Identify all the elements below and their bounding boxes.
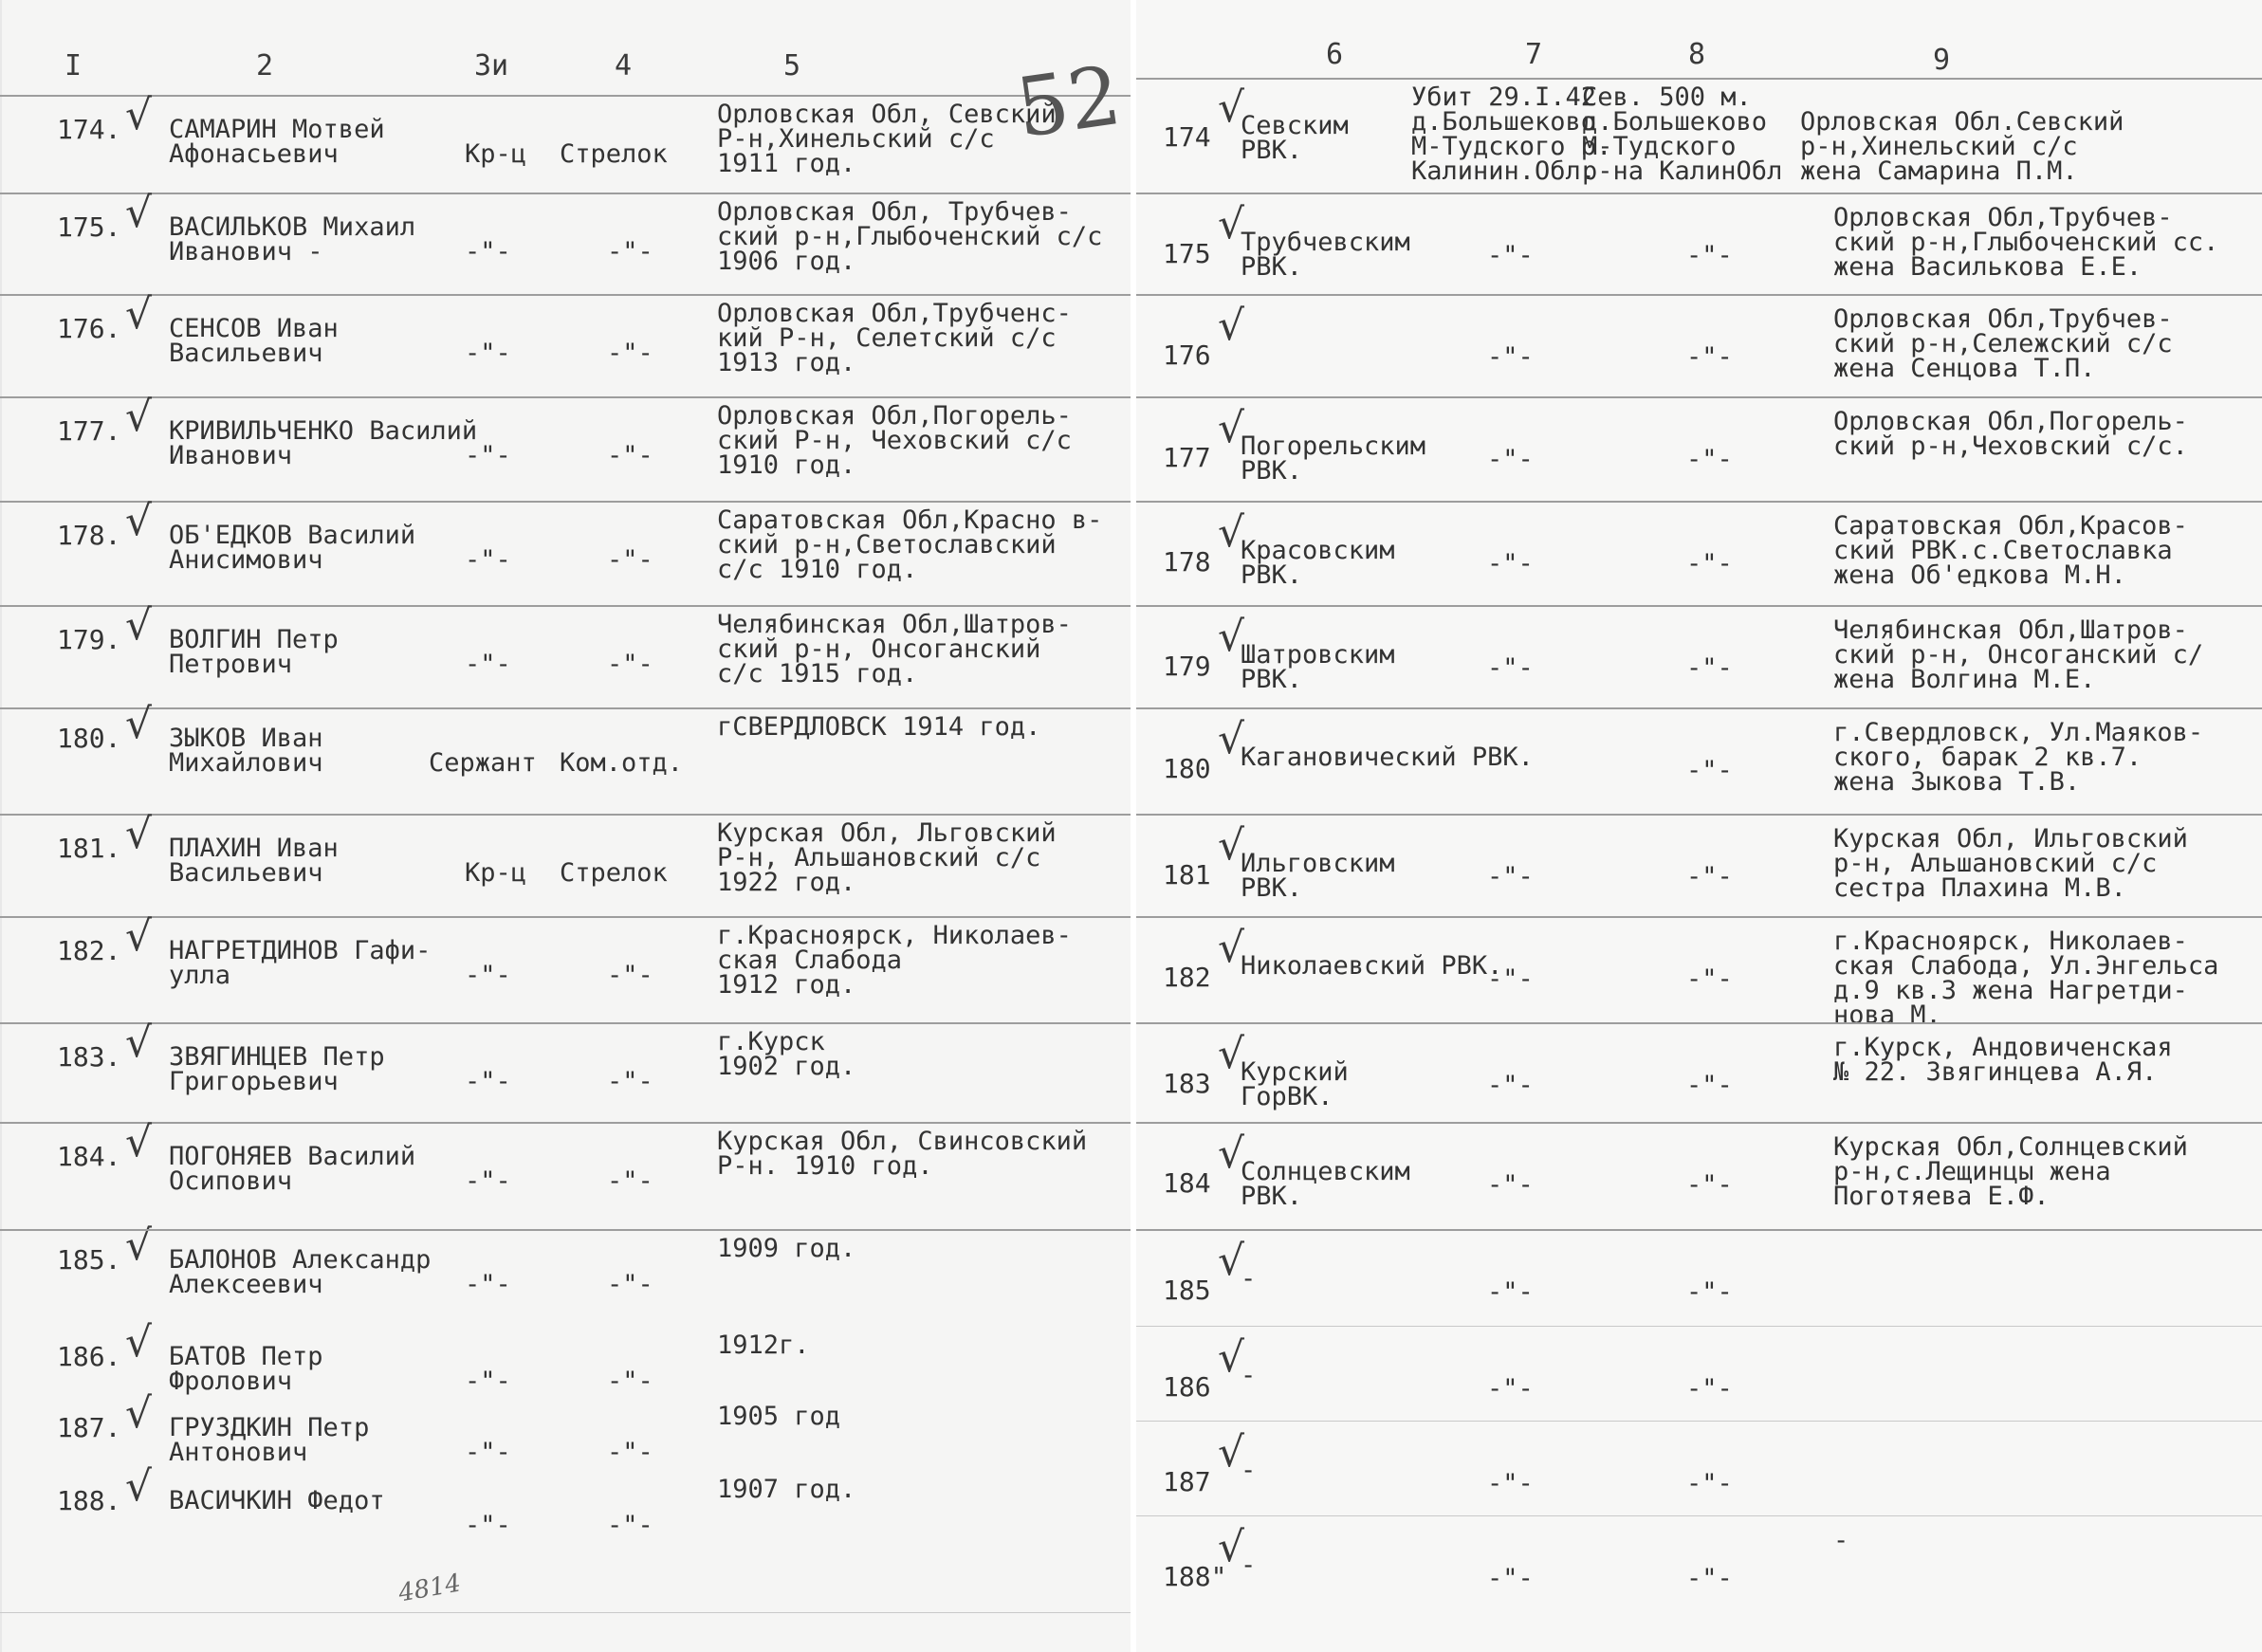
conscription-office: - — [1241, 1456, 1257, 1485]
position: -"- — [607, 1367, 653, 1396]
row-number: 180 — [1163, 753, 1211, 784]
burial-place: -"- — [1686, 1071, 1733, 1100]
row-divider — [1136, 294, 2262, 296]
person-name: СЕНСОВ Иван Васильевич — [169, 314, 339, 368]
position: -"- — [607, 1067, 653, 1096]
death-date: -"- — [1487, 1564, 1534, 1593]
checkmark-icon: √ — [125, 1318, 153, 1367]
birthplace-year: Саратовская Обл,Красно в- ский р-н,Светославский с/с 1910 год. — [717, 505, 1103, 584]
burial-place: -"- — [1686, 1374, 1733, 1404]
checkmark-icon: √ — [125, 290, 153, 339]
row-number: 183. — [57, 1041, 121, 1073]
birthplace-year: 1905 год — [717, 1402, 841, 1431]
row-divider — [1136, 1022, 2262, 1024]
person-name: НАГРЕТДИНОВ Гафи- улла — [169, 936, 432, 990]
person-name: ПЛАХИН Иван Васильевич — [169, 834, 339, 888]
death-date: -"- — [1487, 1170, 1534, 1200]
burial-place: -"- — [1686, 549, 1733, 578]
birthplace-year: г.Красноярск, Николаев- ская Слабода 1912 год. — [717, 921, 1072, 1000]
row-number: 179. — [57, 624, 121, 655]
checkmark-icon: √ — [125, 1019, 153, 1067]
rank: -"- — [465, 1067, 511, 1096]
checkmark-icon: √ — [1218, 508, 1245, 557]
checkmark-icon: √ — [125, 1118, 153, 1166]
row-divider — [0, 501, 1132, 503]
conscription-office: Ильговским РВК. — [1241, 849, 1395, 903]
next-of-kin: г.Курск, Андовиченская № 22. Звягинцева А.Я. — [1833, 1033, 2173, 1087]
col-header-7: 7 — [1525, 38, 1543, 71]
conscription-office: Шатровским РВК. — [1241, 640, 1395, 694]
burial-place: -"- — [1686, 653, 1733, 683]
checkmark-icon: √ — [125, 1462, 153, 1511]
row-divider — [0, 1612, 1132, 1613]
next-of-kin: г.Красноярск, Николаев- ская Слабода, Ул.Энгельса д.9 кв.3 жена Нагретди- нова М. — [1833, 927, 2219, 1030]
next-of-kin: - — [1833, 1526, 1849, 1555]
conscription-office: Погорельским РВК. — [1241, 431, 1426, 486]
checkmark-icon: √ — [125, 497, 153, 545]
row-divider — [1136, 1122, 2262, 1124]
rank: -"- — [465, 1367, 511, 1396]
birthplace-year: Курская Обл, Свинсовский Р-н. 1910 год. — [717, 1127, 1088, 1181]
row-number: 188" — [1163, 1561, 1227, 1592]
conscription-office: - — [1241, 1551, 1257, 1580]
person-name: ВАСИЧКИН Федот — [169, 1486, 385, 1515]
col-header-4: 4 — [615, 49, 633, 83]
position: -"- — [607, 650, 653, 679]
col-header-5: 5 — [783, 49, 801, 83]
row-divider — [1136, 1421, 2262, 1422]
checkmark-icon: √ — [125, 1221, 153, 1270]
row-number: 178. — [57, 520, 121, 551]
person-name: ПОГОНЯЕВ Василий Осипович — [169, 1142, 416, 1196]
checkmark-icon: √ — [125, 91, 153, 139]
rank: -"- — [465, 545, 511, 575]
death-date: -"- — [1487, 549, 1534, 578]
birthplace-year: Челябинская Обл,Шатров- ский р-н, Онсоганский с/с 1915 год. — [717, 610, 1072, 688]
death-date: -"- — [1487, 1277, 1534, 1307]
birthplace-year: Курская Обл, Льговский Р-н, Альшановский с/с 1922 год. — [717, 818, 1057, 897]
header-rule — [1136, 78, 2262, 80]
checkmark-icon: √ — [1218, 302, 1245, 350]
person-name: ЗЫКОВ Иван Михайлович — [169, 724, 323, 778]
birthplace-year: Орловская Обл, Севский Р-н,Хинельский с/с 1911 год. — [717, 100, 1057, 178]
death-date: -"- — [1487, 653, 1534, 683]
death-date: -"- — [1487, 241, 1534, 270]
conscription-office: Трубчевским РВК. — [1241, 228, 1410, 282]
burial-place: -"- — [1686, 1170, 1733, 1200]
birthplace-year: г.Курск 1902 год. — [717, 1027, 856, 1081]
next-of-kin: Орловская Обл,Трубчев- ский р-н,Сележский с/с жена Сенцова Т.П. — [1833, 304, 2173, 383]
row-number: 177 — [1163, 442, 1211, 473]
person-name: САМАРИН Мотвей Афонасьевич — [169, 115, 385, 169]
next-of-kin: Курская Обл, Ильговский р-н, Альшановский с/с сестра Плахина М.В. — [1833, 824, 2188, 903]
position: -"- — [607, 961, 653, 990]
row-divider — [0, 916, 1132, 918]
col-header-1: I — [64, 49, 83, 83]
death-date: -"- — [1487, 1469, 1534, 1498]
checkmark-icon: √ — [1218, 200, 1245, 248]
burial-place: -"- — [1686, 445, 1733, 474]
rank: -"- — [465, 237, 511, 266]
col-header-2: 2 — [256, 49, 274, 83]
position: -"- — [607, 1511, 653, 1540]
row-divider — [0, 707, 1132, 709]
checkmark-icon: √ — [1218, 1523, 1245, 1571]
col-header-6: 6 — [1326, 38, 1344, 71]
row-number: 187. — [57, 1412, 121, 1443]
row-number: 185. — [57, 1244, 121, 1276]
position: Ком.отд. — [560, 748, 684, 778]
page-number-stamp: 52 — [1010, 47, 1127, 157]
birthplace-year: 1907 год. — [717, 1475, 856, 1504]
row-divider — [0, 294, 1132, 296]
birthplace-year: Орловская Обл, Трубчев- ский р-н,Глыбоченский с/с 1906 год. — [717, 197, 1103, 276]
conscription-office: Кагановичеcкий РВК. — [1241, 743, 1534, 772]
row-number: 186 — [1163, 1371, 1211, 1403]
checkmark-icon: √ — [1218, 1237, 1245, 1285]
checkmark-icon: √ — [1218, 1333, 1245, 1382]
row-divider — [0, 1229, 1132, 1231]
person-name: ГРУЗДКИН Петр Антонович — [169, 1413, 370, 1467]
row-number: 181. — [57, 833, 121, 864]
conscription-office: Красовским РВК. — [1241, 536, 1395, 590]
row-number: 174. — [57, 114, 121, 145]
row-number: 179 — [1163, 651, 1211, 682]
row-divider — [0, 396, 1132, 398]
rank: Кр-ц — [465, 139, 527, 169]
checkmark-icon: √ — [125, 912, 153, 961]
next-of-kin: г.Свердловск, Ул.Маяков- ского, барак 2 кв.7. жена Зыкова Т.В. — [1833, 718, 2204, 797]
col-header-3: 3и — [474, 49, 509, 83]
birthplace-year: 1912г. — [717, 1331, 810, 1360]
conscription-office: - — [1241, 1361, 1257, 1390]
row-number: 176 — [1163, 340, 1211, 371]
conscription-office: Курский ГорВК. — [1241, 1057, 1349, 1111]
rank: -"- — [465, 650, 511, 679]
checkmark-icon: √ — [125, 189, 153, 237]
row-divider — [1136, 707, 2262, 709]
rank: -"- — [465, 339, 511, 368]
death-date: -"- — [1487, 342, 1534, 372]
row-number: 182 — [1163, 962, 1211, 993]
row-number: 175 — [1163, 238, 1211, 269]
position: Стрелок — [560, 858, 668, 888]
rank: -"- — [465, 1166, 511, 1196]
death-date: -"- — [1487, 862, 1534, 891]
burial-place: -"- — [1686, 342, 1733, 372]
row-number: 176. — [57, 313, 121, 344]
col-header-9: 9 — [1933, 44, 1951, 77]
position: -"- — [607, 1438, 653, 1467]
row-divider — [1136, 605, 2262, 607]
next-of-kin: Челябинская Обл,Шатров- ский р-н, Онсоганский с/ жена Волгина М.Е. — [1833, 615, 2204, 694]
row-number: 184 — [1163, 1167, 1211, 1199]
conscription-office: - — [1241, 1264, 1257, 1294]
birthplace-year: 1909 год. — [717, 1234, 856, 1263]
rank: -"- — [465, 961, 511, 990]
next-of-kin: Орловская Обл,Трубчев- ский р-н,Глыбоченский сс. жена Василькова Е.Е. — [1833, 203, 2219, 282]
next-of-kin: Курская Обл,Солнцевский р-н,с.Лещинцы жена Поготяева Е.Ф. — [1833, 1132, 2188, 1211]
checkmark-icon: √ — [1218, 1030, 1245, 1078]
death-date: -"- — [1487, 1071, 1534, 1100]
death-date: -"- — [1487, 445, 1534, 474]
row-number: 182. — [57, 935, 121, 966]
death-date: Убит 29.I.42 д.Большеково М-Тудского р. Калинин.Обл. — [1411, 83, 1612, 186]
person-name: ВОЛГИН Петр Петрович — [169, 625, 339, 679]
row-divider — [1136, 396, 2262, 398]
burial-place: -"- — [1686, 1277, 1733, 1307]
checkmark-icon: √ — [125, 1389, 153, 1438]
row-divider — [1136, 193, 2262, 194]
checkmark-icon: √ — [1218, 83, 1245, 132]
conscription-office: Николаевский РВК. — [1241, 951, 1503, 981]
rank: Кр-ц — [465, 858, 527, 888]
next-of-kin: Орловская Обл,Погорель- ский р-н,Чеховский с/с. — [1833, 407, 2188, 461]
next-of-kin: Саратовская Обл,Красов- ский РВК.с.Светославка жена Об'едкова М.Н. — [1833, 511, 2188, 590]
row-divider — [1136, 1326, 2262, 1327]
row-divider — [0, 814, 1132, 816]
death-date: -"- — [1487, 1374, 1534, 1404]
row-number: 174 — [1163, 121, 1211, 153]
checkmark-icon: √ — [1218, 821, 1245, 870]
death-date: -"- — [1487, 964, 1534, 994]
row-number: 180. — [57, 723, 121, 754]
rank: Сержант — [429, 748, 537, 778]
position: -"- — [607, 1166, 653, 1196]
position: -"- — [607, 1270, 653, 1299]
checkmark-icon: √ — [1218, 1129, 1245, 1178]
row-number: 183 — [1163, 1068, 1211, 1099]
row-divider — [1136, 916, 2262, 918]
row-divider — [0, 193, 1132, 194]
row-number: 177. — [57, 415, 121, 447]
row-divider — [1136, 501, 2262, 503]
checkmark-icon: √ — [125, 393, 153, 441]
row-number: 185 — [1163, 1275, 1211, 1306]
row-divider — [0, 605, 1132, 607]
row-divider — [0, 1122, 1132, 1124]
position: -"- — [607, 339, 653, 368]
burial-place: -"- — [1686, 862, 1733, 891]
burial-place: -"- — [1686, 241, 1733, 270]
right-page — [1136, 0, 2262, 1652]
row-number: 188. — [57, 1485, 121, 1516]
birthplace-year: Орловская Обл,Трубченс- кий Р-н, Селетский с/с 1913 год. — [717, 299, 1072, 377]
birthplace-year: гСВЕРДЛОВСК 1914 год. — [717, 712, 1041, 742]
row-divider — [1136, 1229, 2262, 1231]
checkmark-icon: √ — [125, 601, 153, 650]
handwritten-note: 4814 — [395, 1569, 464, 1608]
col-header-8: 8 — [1688, 38, 1706, 71]
burial-place: -"- — [1686, 964, 1733, 994]
rank: -"- — [465, 1438, 511, 1467]
person-name: ЗВЯГИНЦЕВ Петр Григорьевич — [169, 1042, 385, 1096]
row-number: 181 — [1163, 859, 1211, 890]
rank: -"- — [465, 1270, 511, 1299]
burial-place: -"- — [1686, 756, 1733, 785]
position: -"- — [607, 441, 653, 470]
checkmark-icon: √ — [125, 700, 153, 748]
burial-place: -"- — [1686, 1469, 1733, 1498]
birthplace-year: Орловская Обл,Погорель- ский Р-н, Чеховский с/с 1910 год. — [717, 401, 1072, 480]
conscription-office: Севским РВК. — [1241, 111, 1349, 165]
checkmark-icon: √ — [1218, 1428, 1245, 1477]
row-number: 178 — [1163, 546, 1211, 578]
position: Стрелок — [560, 139, 668, 169]
row-divider — [1136, 814, 2262, 816]
row-number: 186. — [57, 1341, 121, 1372]
row-number: 184. — [57, 1141, 121, 1172]
burial-place: -"- — [1686, 1564, 1733, 1593]
checkmark-icon: √ — [1218, 924, 1245, 972]
person-name: ВАСИЛЬКОВ Михаил Иванович - — [169, 212, 416, 266]
row-divider — [1136, 1515, 2262, 1516]
rank: -"- — [465, 1511, 511, 1540]
rank: -"- — [465, 441, 511, 470]
checkmark-icon: √ — [125, 810, 153, 858]
position: -"- — [607, 237, 653, 266]
row-number: 175. — [57, 211, 121, 243]
person-name: БАТОВ Петр Фролович — [169, 1342, 323, 1396]
person-name: ОБ'ЕДКОВ Василий Анисимович — [169, 521, 416, 575]
next-of-kin: Орловская Обл.Севский р-н,Хинельский с/с жена Самарина П.М. — [1800, 107, 2124, 186]
burial-place: Сев. 500 м. д.Большеково М-Тудского р-на КалинОбл — [1582, 83, 1783, 186]
person-name: БАЛОНОВ Александр Алексеевич — [169, 1245, 432, 1299]
checkmark-icon: √ — [1218, 404, 1245, 452]
header-rule — [0, 95, 1132, 97]
conscription-office: Солнцевским РВК. — [1241, 1157, 1410, 1211]
row-number: 187 — [1163, 1466, 1211, 1497]
checkmark-icon: √ — [1218, 613, 1245, 661]
checkmark-icon: √ — [1218, 715, 1245, 763]
person-name: КРИВИЛЬЧЕНКО Василий Иванович — [169, 416, 478, 470]
position: -"- — [607, 545, 653, 575]
row-divider — [0, 1022, 1132, 1024]
